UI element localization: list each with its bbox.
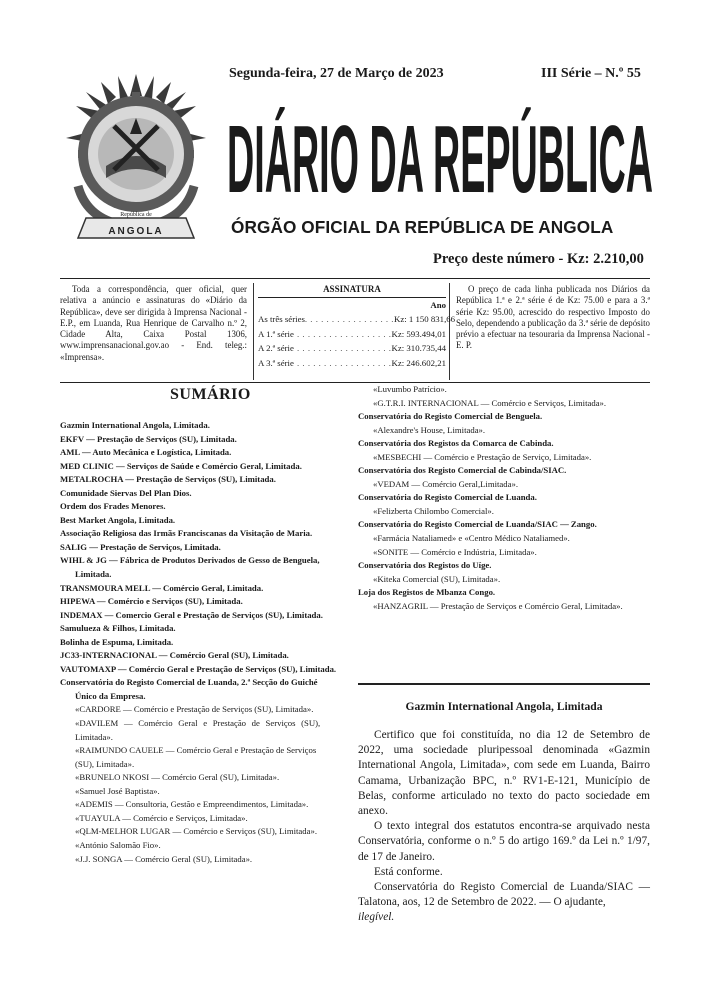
subscription-row-label: A 2.ª série	[258, 343, 294, 353]
subscription-row	[258, 356, 446, 371]
list-item: VAUTOMAXP — Comércio Geral e Prestação de Serviços (SU), Limitada.	[60, 663, 337, 674]
article-signature: ilegível.	[358, 911, 395, 924]
subscription-row-value: Kz: 1 150 831,66	[393, 314, 456, 324]
list-item: MED CLINIC — Serviços de Saúde e Comércio Geral, Limitada.	[60, 460, 302, 471]
list-item: Conservatória dos Registo Comercial de Cabinda/SIAC.	[358, 465, 567, 476]
list-item: «António Salomão Fio».	[75, 839, 161, 850]
subscription-row-label: A 3.ª série	[258, 357, 294, 368]
list-item: «VEDAM — Comércio Geral,Limitada».	[373, 478, 518, 489]
list-item: «J.J. SONGA — Comércio Geral (SU), Limitada».	[75, 853, 253, 864]
list-item: SALIG — Prestação de Serviços, Limitada.	[60, 541, 221, 552]
subscription-row-value: Kz: 310.735,44	[391, 343, 446, 353]
list-item: «RAIMUNDO CAUELE — Comércio Geral e Prestação de Serviços	[75, 745, 317, 756]
list-item: Ordem dos Frades Menores.	[60, 501, 166, 512]
list-item: Conservatória do Registo Comercial de Benguela.	[358, 411, 543, 422]
subscription-row-label: As três séries	[258, 314, 305, 324]
list-item-continuation: Limitada».	[75, 731, 113, 742]
info-divider-right	[449, 283, 450, 380]
list-item: «BRUNELO NKOSI — Comércio Geral (SU), Limitada».	[75, 772, 280, 783]
list-item: EKFV — Prestação de Serviços (SU), Limitada.	[60, 433, 237, 444]
article-paragraph-closing	[358, 880, 650, 926]
article-closing-text: Conservatória do Registo Comercial de Luanda/SIAC — Talatona, aos, 12 de Setembro de 2022. — O ajudante,	[358, 881, 650, 909]
issue-price: Preço deste número - Kz: 2.210,00	[433, 251, 644, 267]
article-paragraph: Certifico que foi constituída, no dia 12 de Setembro de 2022, uma sociedade pluripessoal denominada «Gazmin International Angola, Limitada», com sede em Luanda, Bairro Camama, Urbanização BPC, n.º RV1-E-121, Município de Belas, conforme articulado no texto do pacto sociedade em anexo.	[358, 729, 650, 818]
article-body	[358, 728, 650, 926]
sumario-heading: SUMÁRIO	[170, 386, 251, 403]
subscription-rule	[258, 297, 446, 298]
list-item: «Luvumbo Patrício».	[373, 384, 447, 394]
list-item: Conservatória dos Registos do Uíge.	[358, 560, 492, 571]
subscription-row-value: Kz: 246.602,21	[391, 357, 446, 368]
subscription-row	[258, 327, 446, 342]
list-item: «G.T.R.I. INTERNACIONAL — Comércio e Serviços, Limitada».	[373, 397, 607, 408]
article-title: Gazmin International Angola, Limitada	[405, 700, 603, 713]
list-item: «TUAYULA — Comércio e Serviços, Limitada».	[75, 812, 248, 823]
list-item: AML — Auto Mecânica e Logística, Limitada.	[60, 447, 232, 458]
emblem-banner: ANGOLA	[108, 226, 164, 237]
emblem-motto: República de	[120, 212, 152, 218]
correspondence-text: Toda a correspondência, quer oficial, quer relativa a anúncio e assinaturas do «Diário da República», deve ser dirigida à Imprensa Nacional - E.P., em Luanda, Rua Henrique de Carvalho n.º 2, Cidade Alta, Caixa Postal 1306, www.imprensanacional.gov.ao - End. teleg.: «Imprensa».	[60, 284, 247, 362]
list-item: «Alexandre's House, Limitada».	[373, 424, 486, 435]
subscription-row-label: A 1.ª série	[258, 328, 294, 339]
article-paragraph: O texto integral dos estatutos encontra-se arquivado nesta Conservatória, conforme o n.º 5 do artigo 169.º da Lei n.º 1/97, de 17 de Janeiro.	[358, 820, 650, 863]
list-item: «ADEMIS — Consultoria, Gestão e Empreendimentos, Limitada».	[75, 799, 309, 810]
list-item: JC33-INTERNACIONAL — Comércio Geral (SU), Limitada.	[60, 650, 289, 661]
subscription-row-dots: . . . . . . . . . . . . . . . . . .	[297, 328, 392, 339]
list-item: HIPEWA — Comércio e Serviços (SU), Limitada.	[60, 596, 243, 607]
list-item: «Farmácia Nataliamed» e «Centro Médico Nataliamed».	[373, 533, 570, 544]
list-item: «DAVILEM — Comércio Geral e Prestação de Serviços (SU),	[75, 718, 321, 729]
subscription-year-label: Ano	[430, 300, 446, 310]
list-item: «Kiteka Comercial (SU), Limitada».	[373, 573, 501, 584]
subscription-row-dots: . . . . . . . . . . . . . . . . . .	[297, 343, 392, 353]
list-item: Gazmin International Angola, Limitada.	[60, 420, 210, 430]
subscription-table	[258, 283, 456, 370]
list-item: Conservatória do Registo Comercial de Luanda, 2.ª Secção do Guiché	[60, 677, 318, 688]
header-rule-top	[60, 278, 650, 279]
list-item: «Samuel José Baptista».	[75, 785, 160, 796]
list-item: Comunidade Siervas Del Plan Dios.	[60, 487, 192, 498]
list-item: Best Market Angola, Limitada.	[60, 514, 176, 525]
list-item: METALROCHA — Prestação de Serviços (SU), Limitada.	[60, 474, 276, 485]
list-item-continuation: Limitada.	[75, 569, 112, 580]
list-item: Conservatória do Registo Comercial de Luanda.	[358, 492, 537, 503]
subscription-row-dots: . . . . . . . . . . . . . . . . .	[304, 314, 394, 324]
list-item: «QLM-MELHOR LUGAR — Comércio e Serviços (SU), Limitada».	[75, 826, 318, 837]
list-item-continuation: (SU), Limitada».	[75, 758, 135, 769]
correspondence-notice	[60, 284, 247, 380]
list-item: Associação Religiosa das Irmãs Franciscanas da Visitação de Maria.	[60, 528, 313, 539]
subscription-row-dots: . . . . . . . . . . . . . . . . . .	[297, 357, 392, 368]
list-item-continuation: Único da Empresa.	[75, 690, 146, 701]
list-item: WIHL & JG — Fábrica de Produtos Derivados de Gesso de Benguela,	[60, 555, 320, 566]
coat-of-arms-angola-icon	[56, 66, 216, 246]
list-item: «Felizberta Chilombo Comercial».	[373, 505, 494, 516]
issue-date: Segunda-feira, 27 de Março de 2023	[229, 66, 444, 81]
subscription-row	[258, 341, 446, 356]
price-notice	[456, 284, 650, 380]
masthead-title-text: DIÁRIO DA REPÚBLICA	[227, 106, 653, 213]
price-notice-text: O preço de cada linha publicada nos Diários da República 1.ª e 2.ª série é de Kz: 75.00 e para a 3.ª série Kz: 95.00, acrescido do respectivo Imposto do Selo, dependendo a publicação da 3.ª série de depósito prévio a efectuar na tesouraria da Imprensa Nacional - E. P.	[456, 284, 650, 351]
sumario-right-column	[358, 383, 650, 613]
list-item: Conservatória dos Registos da Comarca de Cabinda.	[358, 438, 554, 449]
masthead-subtitle: ÓRGÃO OFICIAL DA REPÚBLICA DE ANGOLA	[231, 217, 614, 237]
issue-series: III Série – N.º 55	[541, 66, 641, 81]
subscription-row-value: Kz: 593.494,01	[391, 328, 446, 339]
list-item: «MESBECHI — Comércio e Prestação de Serviço, Limitada».	[373, 451, 592, 462]
list-item: Bolinha de Espuma, Limitada.	[60, 636, 174, 647]
list-item: «CARDORE — Comércio e Prestação de Serviços (SU), Limitada».	[75, 704, 314, 715]
list-item: Loja dos Registos de Mbanza Congo.	[358, 587, 496, 598]
masthead-title	[225, 106, 655, 213]
subscription-row	[258, 312, 456, 327]
list-item: TRANSMOURA MELL — Comércio Geral, Limitada.	[60, 582, 264, 593]
subscription-title: ASSINATURA	[323, 284, 381, 294]
info-divider-left	[253, 283, 254, 380]
article-separator	[358, 683, 650, 685]
list-item: «HANZAGRIL — Prestação de Serviços e Comércio Geral, Limitada».	[373, 600, 623, 611]
article-paragraph: Está conforme.	[374, 865, 443, 878]
list-item: «SONITE — Comércio e Indústria, Limitada».	[373, 546, 537, 557]
list-item: Conservatória do Registo Comercial de Luanda/SIAC — Zango.	[358, 519, 597, 530]
sumario-left-column	[60, 419, 348, 866]
list-item: Samulueza & Filhos, Limitada.	[60, 623, 176, 634]
list-item: INDEMAX — Comercio Geral e Prestação de Serviços (SU), Limitada.	[60, 609, 323, 620]
